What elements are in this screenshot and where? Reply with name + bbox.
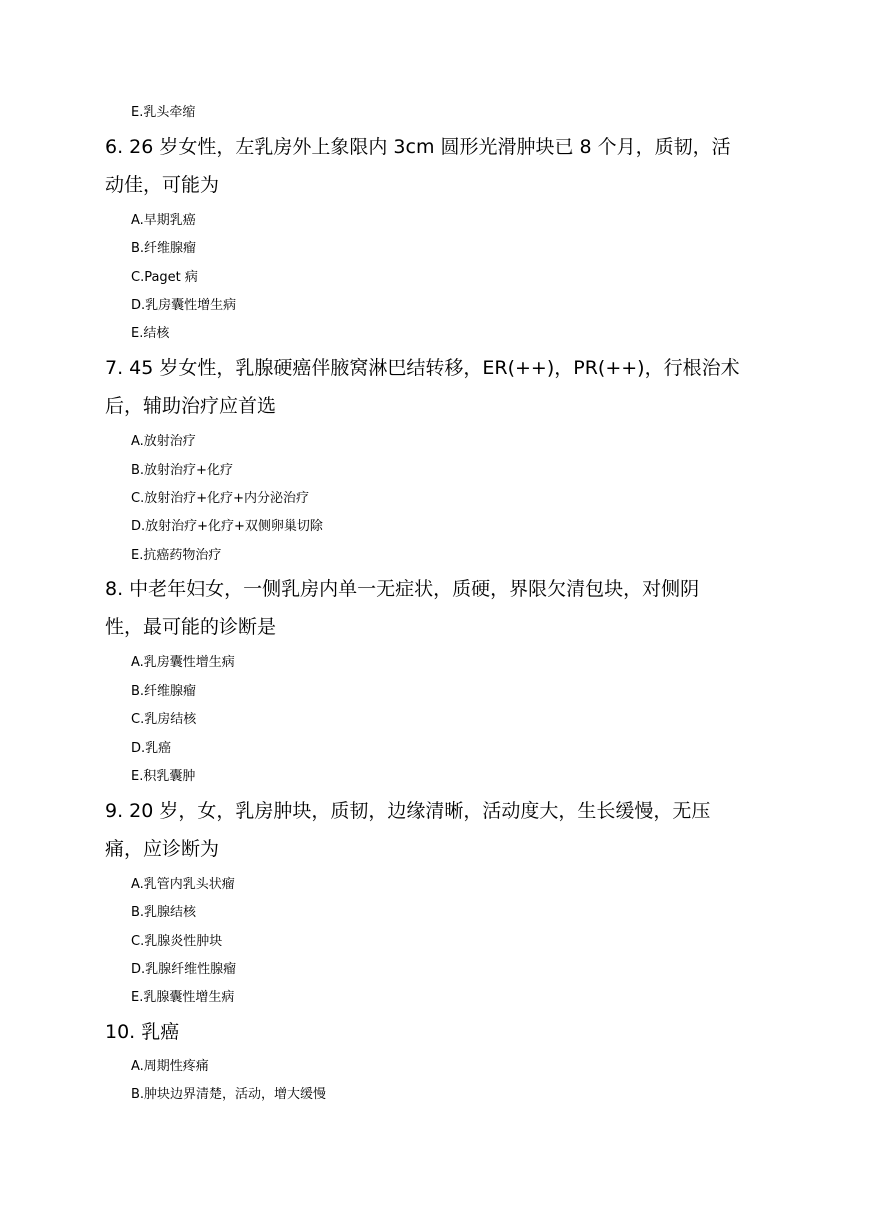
option-10-b: B.肿块边界清楚，活动，增大缓慢 — [131, 1087, 327, 1102]
question-8-line-1: 8. 中老年妇女，一侧乳房内单一无症状，质硬，界限欠清包块，对侧阴 — [105, 578, 700, 600]
question-6 — [105, 128, 765, 204]
option-10-a: A.周期性疼痛 — [131, 1059, 209, 1074]
option-8-b: B.纤维腺瘤 — [131, 684, 197, 699]
question-6-line-1: 6. 26 岁女性，左乳房外上象限内 3cm 圆形光滑肿块已 8 个月，质韧，活 — [105, 136, 731, 158]
question-6-line-2: 动佳，可能为 — [105, 174, 220, 196]
question-10 — [105, 1013, 765, 1051]
option-5-e: E.乳头牵缩 — [131, 105, 196, 120]
option-8-e: E.积乳囊肿 — [131, 769, 196, 784]
question-10-line-1: 10. 乳癌 — [105, 1021, 180, 1043]
option-9-e: E.乳腺囊性增生病 — [131, 990, 235, 1005]
question-9-line-2: 痛，应诊断为 — [105, 838, 220, 860]
option-6-c: C.Paget 病 — [131, 270, 198, 285]
question-7-line-1: 7. 45 岁女性，乳腺硬癌伴腋窝淋巴结转移，ER(++)，PR(++)，行根治术 — [105, 357, 740, 379]
question-8-line-2: 性，最可能的诊断是 — [105, 616, 277, 638]
option-7-d: D.放射治疗+化疗+双侧卵巢切除 — [131, 519, 323, 534]
option-6-d: D.乳房囊性增生病 — [131, 298, 237, 313]
option-6-e: E.结核 — [131, 326, 170, 341]
option-7-b: B.放射治疗+化疗 — [131, 463, 233, 478]
option-9-a: A.乳管内乳头状瘤 — [131, 877, 235, 892]
option-6-a: A.早期乳癌 — [131, 213, 196, 228]
question-7 — [105, 349, 765, 425]
option-7-c: C.放射治疗+化疗+内分泌治疗 — [131, 491, 309, 506]
option-6-b: B.纤维腺瘤 — [131, 241, 197, 256]
option-7-a: A.放射治疗 — [131, 434, 196, 449]
question-7-line-2: 后，辅助治疗应首选 — [105, 395, 277, 417]
option-7-e: E.抗癌药物治疗 — [131, 548, 222, 563]
option-9-b: B.乳腺结核 — [131, 905, 197, 920]
option-8-a: A.乳房囊性增生病 — [131, 655, 235, 670]
question-8 — [105, 570, 765, 646]
question-9-line-1: 9. 20 岁，女，乳房肿块，质韧，边缘清晰，活动度大，生长缓慢，无压 — [105, 800, 711, 822]
option-8-d: D.乳癌 — [131, 741, 172, 756]
option-8-c: C.乳房结核 — [131, 712, 197, 727]
option-9-d: D.乳腺纤维性腺瘤 — [131, 962, 237, 977]
option-9-c: C.乳腺炎性肿块 — [131, 934, 223, 949]
question-9 — [105, 792, 765, 868]
